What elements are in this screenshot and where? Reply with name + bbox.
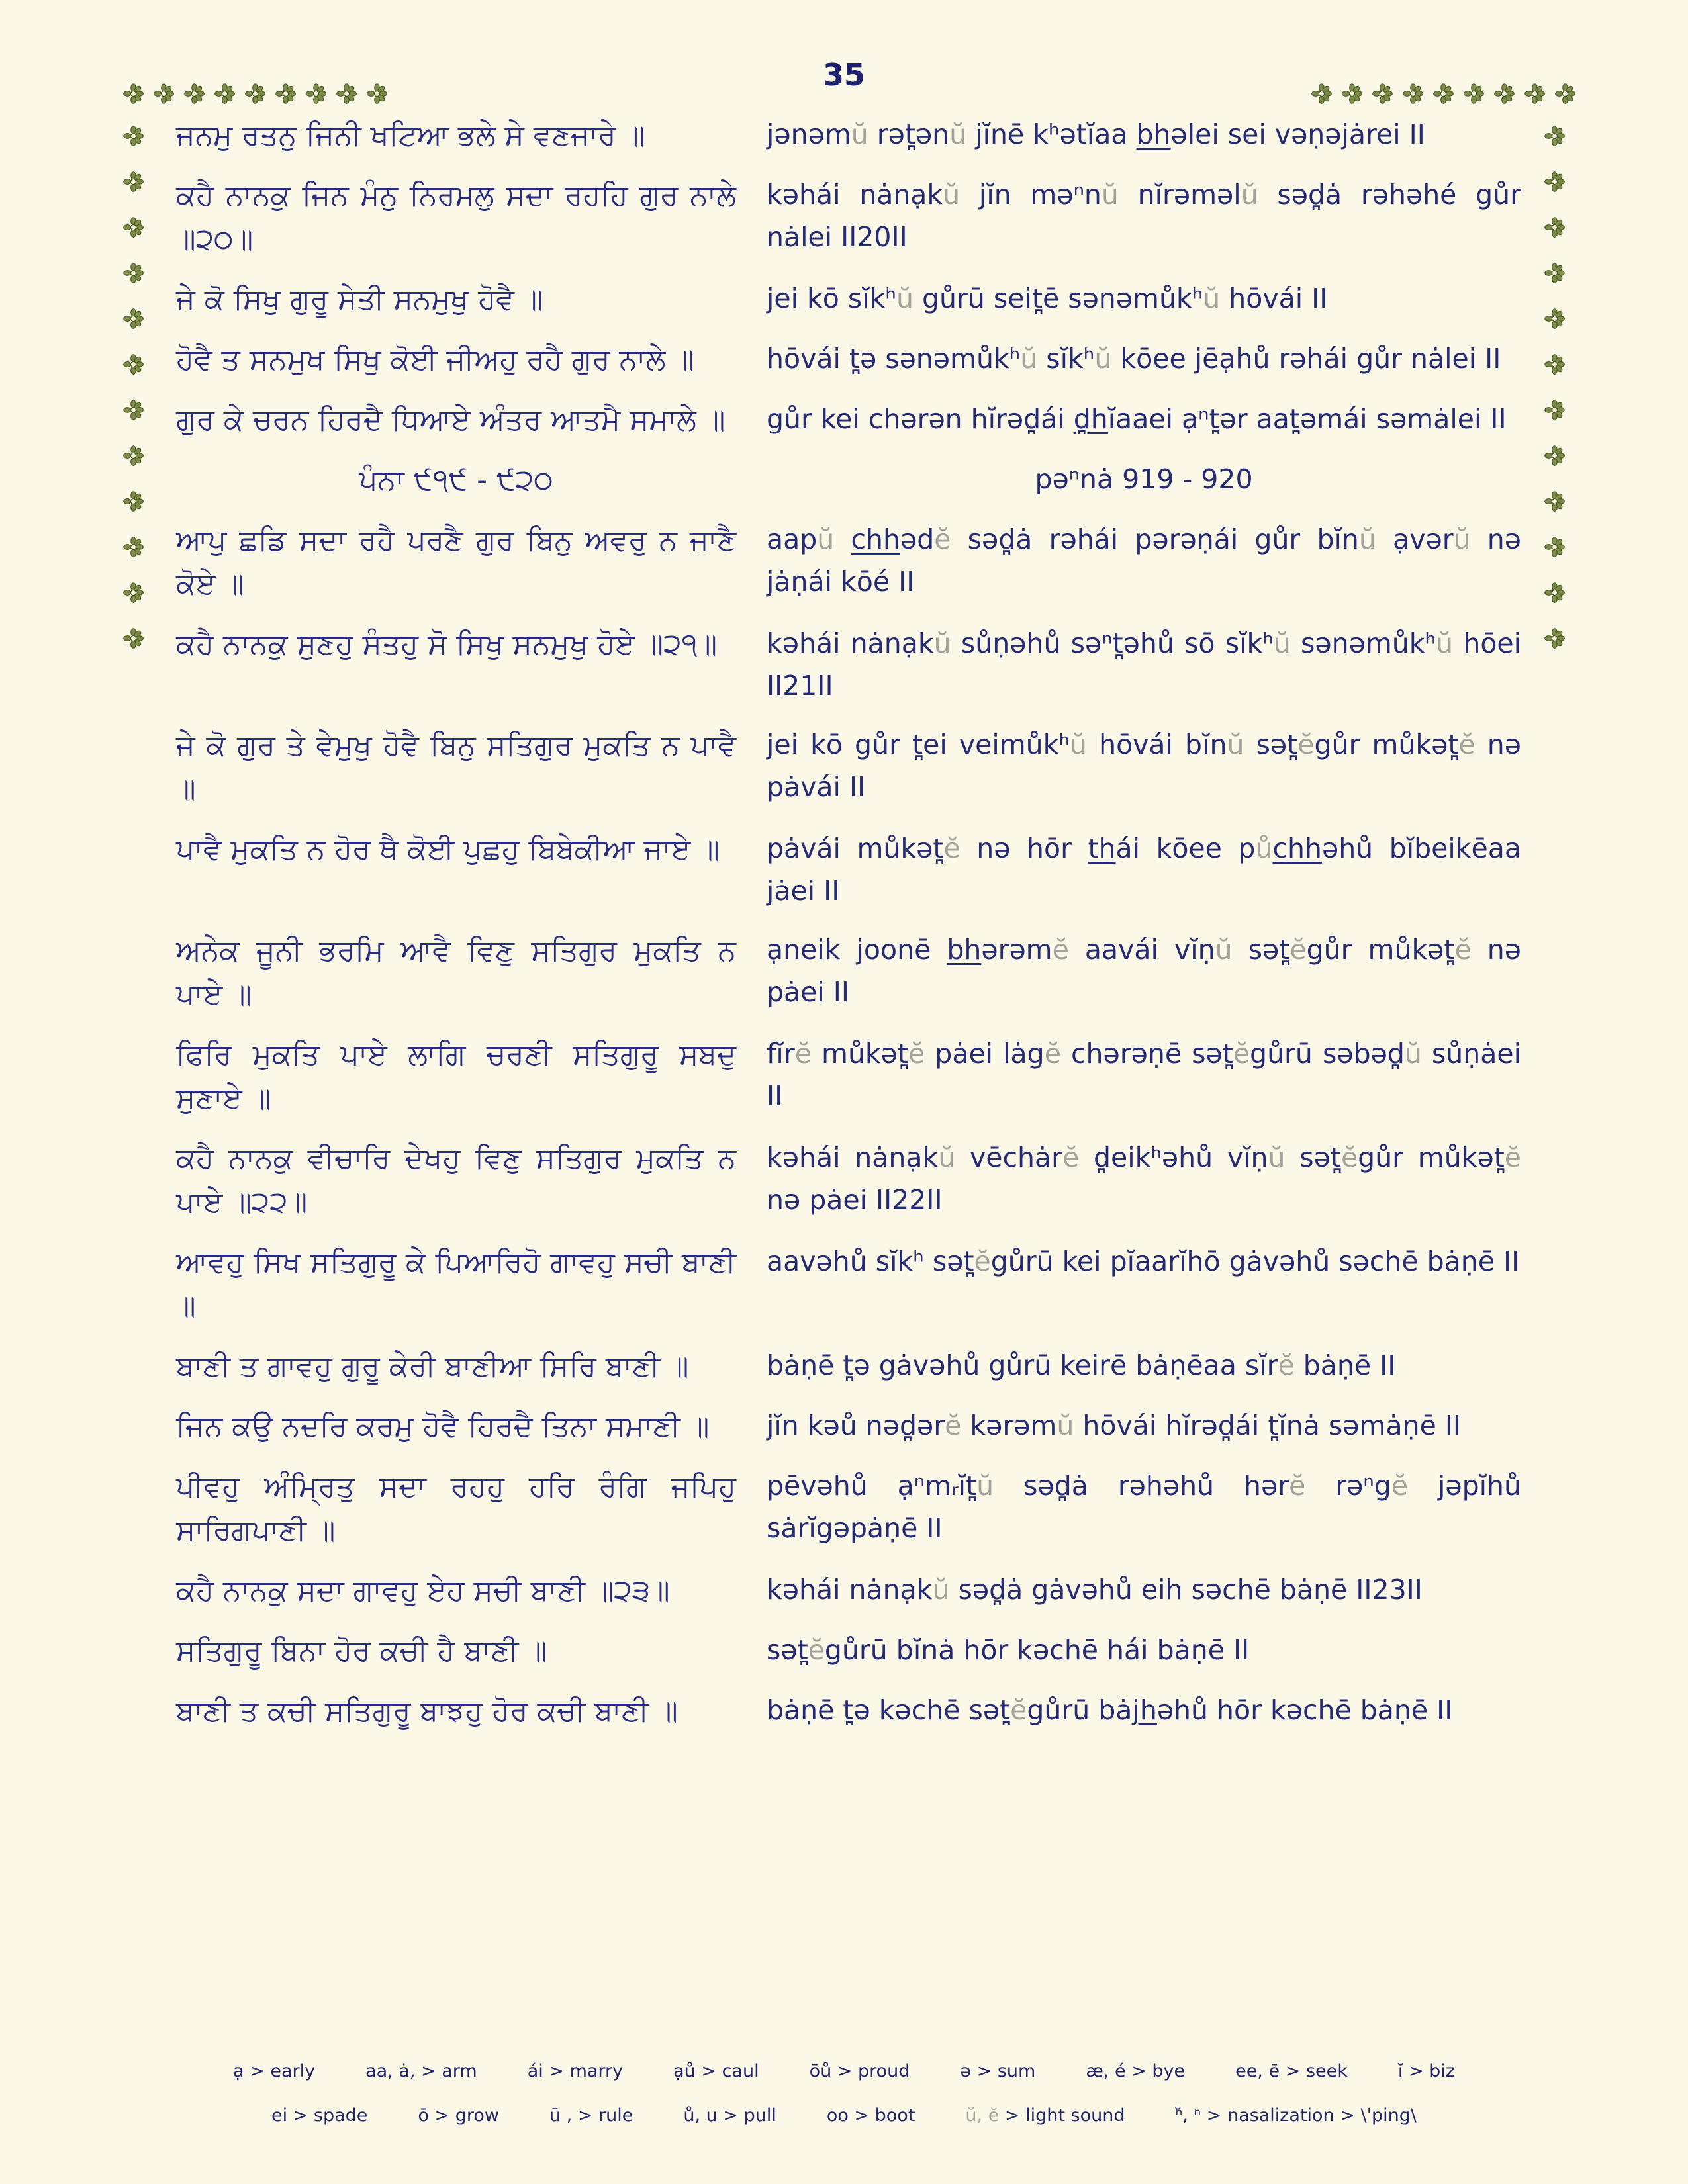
pronunciation-key-item: ei > spade <box>271 2105 368 2126</box>
flower-rosette-icon <box>123 171 144 192</box>
gurmukhi-text: ਆਵਹੁ ਸਿਖ ਸਤਿਗੁਰੂ ਕੇ ਪਿਆਰਿਹੋ ਗਾਵਹੁ ਸਚੀ ਬਾਣੀ ॥ <box>176 1245 736 1323</box>
ornament-column-left <box>123 126 144 649</box>
verse-row <box>176 519 1521 606</box>
roman-transliteration: kəhái nȧnạkŭ sůṇəhů səⁿt̪əhů sō sĭkʰŭ sənəmůkʰŭ hōei II21II <box>767 627 1522 702</box>
verse-row <box>176 724 1521 811</box>
verse-row <box>176 1629 1521 1673</box>
flower-rosette-icon <box>1544 628 1565 649</box>
flower-rosette-icon <box>1544 400 1565 420</box>
verse-row <box>176 623 1521 707</box>
pronunciation-key-item: ĭ > biz <box>1397 2061 1455 2081</box>
flower-rosette-icon <box>1403 83 1423 104</box>
roman-transliteration: pəⁿnȧ 919 - 920 <box>1035 463 1253 495</box>
gurmukhi-text: ਪੀਵਹੁ ਅੰਮ੍ਰਿਤੁ ਸਦਾ ਰਹਹੁ ਹਰਿ ਰੰਗਿ ਜਪਿਹੁ ਸਾਰਿਗਪਾਣੀ ॥ <box>176 1469 736 1547</box>
gurmukhi-text: ਜੇ ਕੋ ਸਿਖੁ ਗੁਰੂ ਸੇਤੀ ਸਨਮੁਖੁ ਹੋਵੈ ॥ <box>176 283 543 316</box>
verse-row <box>176 398 1521 442</box>
verse-row <box>176 1033 1521 1120</box>
roman-transliteration: kəhái nȧnạkŭ səd̪ȧ gȧvəhů eih səchē bȧṇē II23II <box>767 1573 1423 1606</box>
pronunciation-key-item: ee, ē > seek <box>1235 2061 1348 2081</box>
gurmukhi-text: ਕਹੈ ਨਾਨਕੁ ਸਦਾ ਗਾਵਹੁ ਏਹ ਸਚੀ ਬਾਣੀ ॥੨੩॥ <box>176 1573 670 1608</box>
flower-rosette-icon <box>336 83 357 104</box>
roman-transliteration: gůr kei chərən hĭrəd̪ái d̪hĭaaei ạⁿt̪ər aat̪əmái səmȧlei II <box>767 403 1507 435</box>
pronunciation-key-item: æ, é > bye <box>1086 2061 1186 2081</box>
gurmukhi-text: ਬਾਣੀ ਤ ਗਾਵਹੁ ਗੁਰੂ ਕੇਰੀ ਬਾਣੀਆ ਸਿਰਿ ਬਾਣੀ ॥ <box>176 1349 689 1383</box>
page-number: 35 <box>822 57 865 93</box>
verse-row <box>176 114 1521 158</box>
gurmukhi-text: ਬਾਣੀ ਤ ਕਚੀ ਸਤਿਗੁਰੂ ਬਾਝਹੁ ਹੋਰ ਕਚੀ ਬਾਣੀ ॥ <box>176 1694 678 1728</box>
flower-rosette-icon <box>214 83 235 104</box>
roman-transliteration: hōvái t̪ə sənəmůkʰŭ sĭkʰŭ kōee jēạhů rəhái gůr nȧlei II <box>767 343 1501 375</box>
pronunciation-key-item: ái > marry <box>527 2061 624 2081</box>
verse-row <box>176 278 1521 322</box>
gurmukhi-text: ਜਿਨ ਕਉ ਨਦਰਿ ਕਰਮੁ ਹੋਵੈ ਹਿਰਦੈ ਤਿਨਾ ਸਮਾਣੀ ॥ <box>176 1409 710 1443</box>
flower-rosette-icon <box>1311 83 1332 104</box>
verse-row <box>176 828 1521 913</box>
flower-rosette-icon <box>1494 83 1515 104</box>
flower-rosette-icon <box>1544 582 1565 603</box>
pronunciation-key <box>0 2037 1688 2126</box>
pronunciation-key-item: ạ > early <box>233 2061 316 2081</box>
roman-transliteration: jĭn kəů nəd̪ərĕ kərəmŭ hōvái hĭrəd̪ái t̪ĭnȧ səmȧṇē II <box>767 1409 1462 1441</box>
gurmukhi-text: ਪੰਨਾ ੯੧੯ - ੯੨੦ <box>359 463 553 497</box>
roman-transliteration: ạneik joonē bhərəmĕ aavái vĭṇŭ sət̪ĕgůr můkət̪ĕ nə pȧei II <box>767 933 1521 1008</box>
roman-transliteration: bȧṇē t̪ə gȧvəhů gůrū keirē bȧṇēaa sĭrĕ bȧṇē II <box>767 1349 1396 1381</box>
gurmukhi-text: ਗੁਰ ਕੇ ਚਰਨ ਹਿਰਦੈ ਧਿਆਏ ਅੰਤਰ ਆਤਮੈ ਸਮਾਲੇ ॥ <box>176 403 726 437</box>
roman-transliteration: kəhái nȧnạkŭ vēchȧrĕ d̪eikʰəhů vĭṇŭ sət̪ĕgůr můkət̪ĕ nə pȧei II22II <box>767 1141 1521 1216</box>
scripture-verse-list <box>176 114 1521 1750</box>
gurmukhi-text: ਕਹੈ ਨਾਨਕੁ ਜਿਨ ਮੰਨੁ ਨਿਰਮਲੁ ਸਦਾ ਰਹਹਿ ਗੁਰ ਨਾਲੇ ॥੨੦॥ <box>176 179 736 256</box>
roman-transliteration: aavəhů sĭkʰ sət̪ĕgůrū kei pĭaarĭhō gȧvəhů səchē bȧṇē II <box>767 1245 1520 1277</box>
flower-rosette-icon <box>1544 354 1565 375</box>
flower-rosette-icon <box>1544 537 1565 557</box>
roman-transliteration: pȧvái můkət̪ĕ nə hōr thái kōee půchhəhů bĭbeikēaa jȧei II <box>767 832 1521 907</box>
verse-row <box>176 1690 1521 1733</box>
flower-rosette-icon <box>123 491 144 512</box>
verse-row <box>176 1405 1521 1449</box>
verse-row <box>176 1465 1521 1553</box>
pronunciation-key-item: ū , > rule <box>549 2105 633 2126</box>
pronunciation-key-item: ạů > caul <box>673 2061 759 2081</box>
flower-rosette-icon <box>123 354 144 375</box>
pronunciation-key-item: ⁿ̆, ⁿ > nasalization > \ˈping\ <box>1175 2105 1417 2126</box>
pronunciation-key-item: ə > sum <box>960 2061 1036 2081</box>
flower-rosette-icon <box>123 628 144 649</box>
verse-row <box>176 174 1521 261</box>
flower-rosette-icon <box>275 83 296 104</box>
ornament-row-top-right <box>1311 83 1575 104</box>
flower-rosette-icon <box>1544 171 1565 192</box>
flower-rosette-icon <box>245 83 265 104</box>
flower-rosette-icon <box>123 83 144 104</box>
pronunciation-key-row-2 <box>0 2105 1688 2126</box>
page-reference-row <box>176 459 1521 502</box>
flower-rosette-icon <box>1544 126 1565 146</box>
verse-row <box>176 1345 1521 1388</box>
roman-transliteration: jənəmŭ rət̪ənŭ jĭnē kʰətĭaa bhəlei sei vəṇəjȧrei II <box>767 118 1425 150</box>
pronunciation-key-item: ŭ, ĕ > light sound <box>965 2105 1125 2126</box>
flower-rosette-icon <box>1433 83 1454 104</box>
flower-rosette-icon <box>1464 83 1484 104</box>
flower-rosette-icon <box>123 400 144 420</box>
flower-rosette-icon <box>123 445 144 466</box>
flower-rosette-icon <box>123 217 144 238</box>
verse-row <box>176 1241 1521 1328</box>
flower-rosette-icon <box>1544 491 1565 512</box>
pronunciation-key-row-1 <box>0 2061 1688 2081</box>
pronunciation-key-item: ōů > proud <box>809 2061 910 2081</box>
verse-row <box>176 929 1521 1017</box>
gurmukhi-text: ਹੋਵੈ ਤ ਸਨਮੁਖ ਸਿਖੁ ਕੋਈ ਜੀਅਹੁ ਰਹੈ ਗੁਰ ਨਾਲੇ ॥ <box>176 343 694 377</box>
gurmukhi-text: ਜੇ ਕੋ ਗੁਰ ਤੇ ਵੇਮੁਖੁ ਹੋਵੈ ਬਿਨੁ ਸਤਿਗੁਰ ਮੁਕਤਿ ਨ ਪਾਵੈ ॥ <box>176 728 736 806</box>
flower-rosette-icon <box>1544 445 1565 466</box>
flower-rosette-icon <box>367 83 387 104</box>
flower-rosette-icon <box>123 537 144 557</box>
gurmukhi-text: ਕਹੈ ਨਾਨਕੁ ਸੁਣਹੁ ਸੰਤਹੁ ਸੋ ਸਿਖੁ ਸਨਮੁਖੁ ਹੋਏ ॥੨੧॥ <box>176 627 718 661</box>
gurmukhi-text: ਕਹੈ ਨਾਨਕੁ ਵੀਚਾਰਿ ਦੇਖਹੁ ਵਿਣੁ ਸਤਿਗੁਰ ਮੁਕਤਿ ਨ ਪਾਏ ॥੨੨॥ <box>176 1141 736 1219</box>
roman-transliteration: pēvəhů ạⁿmᵣĭt̪ŭ səd̪ȧ rəhəhů hərĕ rəⁿgĕ jəpĭhů sȧrĭgəpȧṇē II <box>767 1469 1521 1544</box>
flower-rosette-icon <box>1544 217 1565 238</box>
roman-transliteration: kəhái nȧnạkŭ jĭn məⁿnŭ nĭrəməlŭ səd̪ȧ rəhəhé gůr nȧlei II20II <box>767 179 1522 253</box>
flower-rosette-icon <box>184 83 205 104</box>
ornament-column-right <box>1544 126 1565 649</box>
flower-rosette-icon <box>123 126 144 146</box>
gurmukhi-text: ਅਨੇਕ ਜੂਨੀ ਭਰਮਿ ਆਵੈ ਵਿਣੁ ਸਤਿਗੁਰ ਮੁਕਤਿ ਨ ਪਾਏ ॥ <box>176 933 736 1011</box>
gurmukhi-text: ਆਪੁ ਛਡਿ ਸਦਾ ਰਹੈ ਪਰਣੈ ਗੁਰ ਬਿਨੁ ਅਵਰੁ ਨ ਜਾਣੈ ਕੋਏ ॥ <box>176 523 736 601</box>
pronunciation-key-item: ů, u > pull <box>683 2105 776 2126</box>
verse-row <box>176 1569 1521 1613</box>
flower-rosette-icon <box>154 83 174 104</box>
gurmukhi-text: ਫਿਰਿ ਮੁਕਤਿ ਪਾਏ ਲਾਗਿ ਚਰਣੀ ਸਤਿਗੁਰੂ ਸਬਦੁ ਸੁਣਾਏ ॥ <box>176 1037 736 1115</box>
verse-row <box>176 338 1521 382</box>
roman-transliteration: sət̪ĕgůrū bĭnȧ hōr kəchē hái bȧṇē II <box>767 1633 1250 1666</box>
flower-rosette-icon <box>1342 83 1362 104</box>
roman-transliteration: jei kō gůr t̪ei veimůkʰŭ hōvái bĭnŭ sət̪ĕgůr můkət̪ĕ nə pȧvái II <box>767 728 1521 803</box>
roman-transliteration: jei kō sĭkʰŭ gůrū seit̪ē sənəmůkʰŭ hōvái II <box>767 283 1328 314</box>
pronunciation-key-item: ō > grow <box>418 2105 499 2126</box>
flower-rosette-icon <box>123 263 144 283</box>
verse-row <box>176 1137 1521 1224</box>
roman-transliteration: aapŭ chhədĕ səd̪ȧ rəhái pərəṇái gůr bĭnŭ ạvərŭ nə jȧṇái kōé II <box>767 523 1521 598</box>
gurmukhi-text: ਜਨਮੁ ਰਤਨੁ ਜਿਨੀ ਖਟਿਆ ਭਲੇ ਸੇ ਵਣਜਾਰੇ ॥ <box>176 118 645 152</box>
flower-rosette-icon <box>1524 83 1545 104</box>
flower-rosette-icon <box>1555 83 1575 104</box>
roman-transliteration: fĭrĕ můkət̪ĕ pȧei lȧgĕ chərəṇē sət̪ĕgůrū səbəd̪ŭ sůṇȧei II <box>767 1037 1521 1112</box>
flower-rosette-icon <box>123 582 144 603</box>
flower-rosette-icon <box>1372 83 1393 104</box>
flower-rosette-icon <box>306 83 326 104</box>
flower-rosette-icon <box>1544 308 1565 329</box>
pronunciation-key-item: aa, ȧ, > arm <box>365 2061 477 2081</box>
flower-rosette-icon <box>123 308 144 329</box>
ornament-row-top-left <box>123 83 387 104</box>
roman-transliteration: bȧṇē t̪ə kəchē sət̪ĕgůrū bȧjhəhů hōr kəchē bȧṇē II <box>767 1694 1453 1726</box>
flower-rosette-icon <box>1544 263 1565 283</box>
gurmukhi-text: ਪਾਵੈ ਮੁਕਤਿ ਨ ਹੋਰ ਥੈ ਕੋਈ ਪੁਛਹੁ ਬਿਬੇਕੀਆ ਜਾਏ ॥ <box>176 832 720 866</box>
gurmukhi-text: ਸਤਿਗੁਰੂ ਬਿਨਾ ਹੋਰ ਕਚੀ ਹੈ ਬਾਣੀ ॥ <box>176 1633 547 1668</box>
pronunciation-key-item: oo > boot <box>826 2105 915 2126</box>
